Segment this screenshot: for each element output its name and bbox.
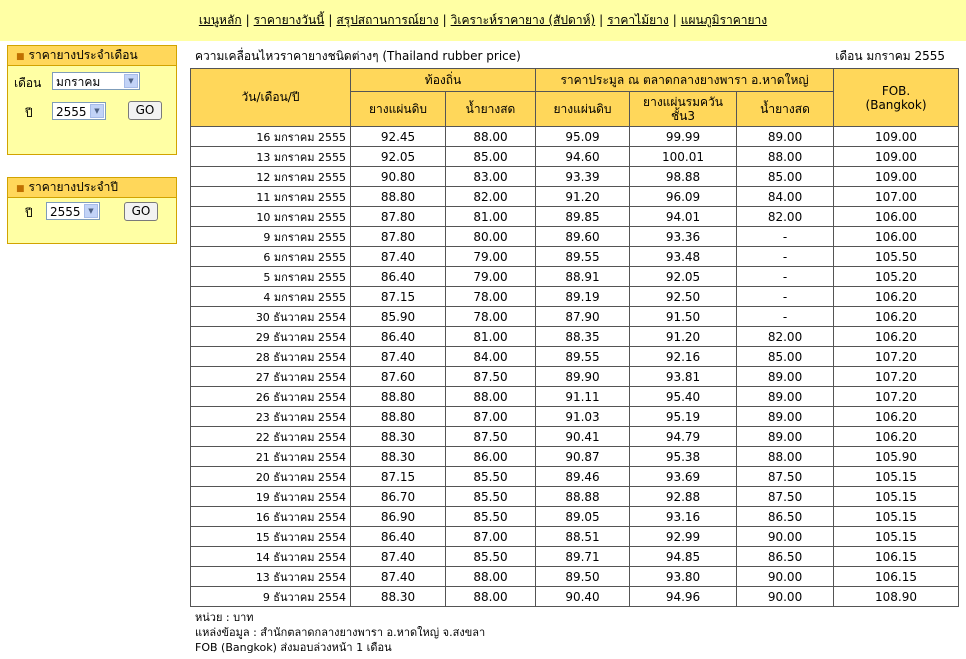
cell-date: 19 ธันวาคม 2554 [191,487,351,507]
cell-local-latex: 79.00 [446,247,536,267]
cell-local-unsmoked-sheet: 87.80 [351,207,446,227]
cell-local-latex: 78.00 [446,307,536,327]
table-row [191,387,959,407]
cell-fob: 107.20 [834,367,959,387]
cell-local-unsmoked-sheet: 88.30 [351,427,446,447]
cell-market-rss3: 92.05 [630,267,737,287]
cell-fob: 105.15 [834,527,959,547]
cell-market-rss3: 95.38 [630,447,737,467]
cell-market-latex: 87.50 [737,467,834,487]
cell-market-latex: 90.00 [737,587,834,607]
cell-local-latex: 87.00 [446,407,536,427]
yearly-go-button[interactable]: GO [124,202,158,221]
cell-date: 10 มกราคม 2555 [191,207,351,227]
cell-date: 9 มกราคม 2555 [191,227,351,247]
table-row [191,587,959,607]
cell-date: 5 มกราคม 2555 [191,267,351,287]
table-row [191,527,959,547]
cell-market-unsmoked-sheet: 88.88 [536,487,630,507]
chevron-down-icon: ▼ [84,204,98,218]
cell-fob: 109.00 [834,147,959,167]
yearly-box-title: ราคายางประจำปี [28,180,118,194]
note-unit: หน่วย : บาท [195,611,254,624]
cell-market-rss3: 92.99 [630,527,737,547]
table-body [191,127,959,607]
cell-market-latex: 88.00 [737,147,834,167]
cell-market-unsmoked-sheet: 89.71 [536,547,630,567]
cell-local-latex: 83.00 [446,167,536,187]
cell-local-unsmoked-sheet: 88.30 [351,447,446,467]
cell-market-latex: - [737,267,834,287]
cell-market-rss3: 92.50 [630,287,737,307]
bullet-icon: ■ [16,52,25,62]
table-row [191,487,959,507]
chevron-down-icon: ▼ [90,104,104,118]
monthly-go-button[interactable]: GO [128,101,162,120]
cell-market-unsmoked-sheet: 89.50 [536,567,630,587]
cell-market-unsmoked-sheet: 93.39 [536,167,630,187]
caption-month: เดือน มกราคม 2555 [835,49,945,63]
cell-fob: 109.00 [834,127,959,147]
cell-local-latex: 84.00 [446,347,536,367]
cell-market-unsmoked-sheet: 90.87 [536,447,630,467]
cell-market-rss3: 91.50 [630,307,737,327]
cell-fob: 106.00 [834,207,959,227]
cell-market-unsmoked-sheet: 87.90 [536,307,630,327]
cell-local-unsmoked-sheet: 86.40 [351,527,446,547]
cell-market-unsmoked-sheet: 95.09 [536,127,630,147]
cell-date: 23 ธันวาคม 2554 [191,407,351,427]
cell-market-rss3: 95.19 [630,407,737,427]
cell-fob: 105.15 [834,487,959,507]
cell-market-unsmoked-sheet: 89.90 [536,367,630,387]
table-row [191,347,959,367]
cell-market-latex: 87.50 [737,487,834,507]
table-row [191,547,959,567]
yearly-year-select[interactable] [46,202,100,220]
cell-local-unsmoked-sheet: 85.90 [351,307,446,327]
cell-fob: 106.20 [834,327,959,347]
cell-local-latex: 88.00 [446,587,536,607]
cell-local-unsmoked-sheet: 87.80 [351,227,446,247]
cell-market-unsmoked-sheet: 89.05 [536,507,630,527]
cell-market-latex: 85.00 [737,347,834,367]
cell-fob: 105.15 [834,467,959,487]
cell-market-unsmoked-sheet: 88.51 [536,527,630,547]
cell-fob: 109.00 [834,167,959,187]
monthly-box-title: ราคายางประจำเดือน [28,48,138,62]
nav-link-situation-summary[interactable]: สรุปสถานการณ์ยาง [336,13,439,27]
cell-market-rss3: 91.20 [630,327,737,347]
cell-local-unsmoked-sheet: 86.40 [351,327,446,347]
table-header-row [191,69,959,92]
cell-fob: 106.20 [834,307,959,327]
cell-market-latex: 89.00 [737,367,834,387]
cell-local-latex: 81.00 [446,207,536,227]
cell-date: 9 ธันวาคม 2554 [191,587,351,607]
cell-date: 6 มกราคม 2555 [191,247,351,267]
cell-date: 11 มกราคม 2555 [191,187,351,207]
cell-market-rss3: 94.96 [630,587,737,607]
cell-date: 20 ธันวาคม 2554 [191,467,351,487]
cell-fob: 106.20 [834,427,959,447]
cell-market-latex: 90.00 [737,527,834,547]
cell-fob: 107.20 [834,387,959,407]
cell-fob: 106.00 [834,227,959,247]
table-row [191,187,959,207]
cell-market-rss3: 94.01 [630,207,737,227]
cell-market-unsmoked-sheet: 89.55 [536,247,630,267]
cell-local-unsmoked-sheet: 88.30 [351,587,446,607]
cell-fob: 107.00 [834,187,959,207]
nav-separator: | [328,13,333,27]
cell-market-rss3: 92.88 [630,487,737,507]
cell-market-rss3: 93.16 [630,507,737,527]
yearly-year-select-value: 2555 [50,205,81,219]
cell-fob: 106.20 [834,287,959,307]
cell-market-latex: - [737,287,834,307]
rubber-price-table [190,68,959,607]
table-row [191,147,959,167]
nav-link-today-price[interactable]: ราคายางวันนี้ [253,13,325,27]
yearly-year-row [8,202,176,228]
cell-fob: 105.15 [834,507,959,527]
table-row [191,127,959,147]
table-row [191,287,959,307]
cell-market-latex: 88.00 [737,447,834,467]
cell-date: 26 ธันวาคม 2554 [191,387,351,407]
cell-local-latex: 88.00 [446,567,536,587]
cell-market-rss3: 93.69 [630,467,737,487]
bullet-icon: ■ [16,184,25,194]
cell-market-unsmoked-sheet: 94.60 [536,147,630,167]
table-row [191,407,959,427]
chevron-down-icon: ▼ [124,74,138,88]
table-caption [195,47,945,65]
cell-date: 16 มกราคม 2555 [191,127,351,147]
table-row [191,367,959,387]
cell-fob: 108.90 [834,587,959,607]
cell-date: 30 ธันวาคม 2554 [191,307,351,327]
cell-market-latex: 82.00 [737,327,834,347]
group-header-market: ราคาประมูล ณ ตลาดกลางยางพารา อ.หาดใหญ่ [536,69,834,92]
note-fob: FOB (Bangkok) ส่งมอบล่วงหน้า 1 เดือน [195,641,392,654]
cell-market-unsmoked-sheet: 91.11 [536,387,630,407]
cell-market-rss3: 92.16 [630,347,737,367]
table-row [191,327,959,347]
cell-fob: 107.20 [834,347,959,367]
cell-fob: 106.15 [834,567,959,587]
cell-market-latex: 89.00 [737,127,834,147]
cell-local-latex: 87.50 [446,427,536,447]
monthly-year-label: ปี [25,106,33,120]
cell-market-rss3: 94.85 [630,547,737,567]
col-header-local-unsmoked-sheet: ยางแผ่นดิบ [351,92,446,127]
nav-link-price-chart[interactable]: แผนภูมิราคายาง [680,13,768,27]
cell-market-unsmoked-sheet: 91.03 [536,407,630,427]
cell-local-latex: 80.00 [446,227,536,247]
table-row [191,267,959,287]
cell-date: 12 มกราคม 2555 [191,167,351,187]
cell-market-latex: - [737,227,834,247]
monthly-box-header [8,46,176,66]
yearly-box-header [8,178,176,198]
cell-market-latex: 90.00 [737,567,834,587]
cell-market-latex: - [737,247,834,267]
cell-local-unsmoked-sheet: 87.40 [351,247,446,267]
table-notes [195,610,485,655]
cell-market-rss3: 93.80 [630,567,737,587]
cell-local-latex: 81.00 [446,327,536,347]
cell-market-rss3: 94.79 [630,427,737,447]
table-row [191,447,959,467]
cell-market-unsmoked-sheet: 89.85 [536,207,630,227]
cell-local-unsmoked-sheet: 87.15 [351,287,446,307]
cell-market-unsmoked-sheet: 89.19 [536,287,630,307]
cell-local-unsmoked-sheet: 87.40 [351,547,446,567]
cell-date: 15 ธันวาคม 2554 [191,527,351,547]
cell-market-unsmoked-sheet: 90.41 [536,427,630,447]
cell-local-latex: 88.00 [446,387,536,407]
cell-local-unsmoked-sheet: 90.80 [351,167,446,187]
cell-local-unsmoked-sheet: 87.40 [351,347,446,367]
cell-market-latex: 86.50 [737,507,834,527]
monthly-price-box [7,45,177,155]
cell-fob: 105.50 [834,247,959,267]
cell-local-unsmoked-sheet: 88.80 [351,187,446,207]
cell-market-unsmoked-sheet: 89.55 [536,347,630,367]
nav-separator: | [672,13,677,27]
cell-local-latex: 79.00 [446,267,536,287]
cell-local-unsmoked-sheet: 92.45 [351,127,446,147]
cell-market-latex: - [737,307,834,327]
cell-fob: 105.20 [834,267,959,287]
table-row [191,167,959,187]
cell-local-unsmoked-sheet: 87.60 [351,367,446,387]
nav-separator: | [442,13,447,27]
table-row [191,247,959,267]
yearly-year-label: ปี [25,206,33,220]
cell-market-latex: 85.00 [737,167,834,187]
table-row [191,467,959,487]
cell-market-unsmoked-sheet: 89.46 [536,467,630,487]
col-header-fob: FOB. (Bangkok) [834,69,959,127]
cell-date: 21 ธันวาคม 2554 [191,447,351,467]
cell-market-rss3: 95.40 [630,387,737,407]
cell-local-latex: 85.50 [446,467,536,487]
cell-date: 13 มกราคม 2555 [191,147,351,167]
cell-market-rss3: 98.88 [630,167,737,187]
cell-fob: 106.20 [834,407,959,427]
table-row [191,427,959,447]
cell-market-rss3: 93.81 [630,367,737,387]
cell-local-unsmoked-sheet: 88.80 [351,387,446,407]
nav-link-rubberwood-price[interactable]: ราคาไม้ยาง [607,13,669,27]
cell-market-unsmoked-sheet: 88.91 [536,267,630,287]
table-row [191,567,959,587]
cell-market-unsmoked-sheet: 88.35 [536,327,630,347]
table-row [191,207,959,227]
col-header-market-latex: น้ำยางสด [737,92,834,127]
cell-fob: 105.90 [834,447,959,467]
cell-local-latex: 87.00 [446,527,536,547]
month-label: เดือน [14,76,42,90]
monthly-year-row [8,100,176,126]
cell-date: 29 ธันวาคม 2554 [191,327,351,347]
cell-local-unsmoked-sheet: 87.15 [351,467,446,487]
monthly-year-select-value: 2555 [56,105,87,119]
month-select-value: มกราคม [56,75,101,89]
cell-date: 16 ธันวาคม 2554 [191,507,351,527]
cell-date: 28 ธันวาคม 2554 [191,347,351,367]
cell-local-unsmoked-sheet: 87.40 [351,567,446,587]
caption-title: ความเคลื่อนไหวราคายางชนิดต่างๆ (Thailand rubber price) [195,49,521,63]
cell-local-latex: 82.00 [446,187,536,207]
cell-date: 13 ธันวาคม 2554 [191,567,351,587]
cell-market-rss3: 93.48 [630,247,737,267]
cell-market-unsmoked-sheet: 91.20 [536,187,630,207]
col-header-market-unsmoked-sheet: ยางแผ่นดิบ [536,92,630,127]
cell-market-latex: 84.00 [737,187,834,207]
col-header-local-latex: น้ำยางสด [446,92,536,127]
cell-local-latex: 85.00 [446,147,536,167]
cell-market-rss3: 100.01 [630,147,737,167]
cell-market-rss3: 96.09 [630,187,737,207]
cell-local-unsmoked-sheet: 86.70 [351,487,446,507]
cell-date: 4 มกราคม 2555 [191,287,351,307]
cell-local-unsmoked-sheet: 88.80 [351,407,446,427]
nav-separator: | [245,13,250,27]
cell-local-latex: 85.50 [446,547,536,567]
cell-date: 14 ธันวาคม 2554 [191,547,351,567]
cell-market-latex: 89.00 [737,407,834,427]
cell-local-latex: 85.50 [446,507,536,527]
group-header-local: ท้องถิ่น [351,69,536,92]
cell-local-unsmoked-sheet: 92.05 [351,147,446,167]
month-select[interactable] [52,72,140,90]
cell-fob: 106.15 [834,547,959,567]
nav-link-main-menu[interactable]: เมนูหลัก [198,13,242,27]
cell-market-rss3: 99.99 [630,127,737,147]
cell-local-latex: 88.00 [446,127,536,147]
cell-market-latex: 86.50 [737,547,834,567]
nav-link-weekly-analysis[interactable]: วิเคราะห์ราคายาง (สัปดาห์) [450,13,596,27]
cell-local-latex: 87.50 [446,367,536,387]
cell-local-latex: 78.00 [446,287,536,307]
cell-local-latex: 85.50 [446,487,536,507]
yearly-price-box [7,177,177,244]
top-nav [0,0,966,41]
cell-local-unsmoked-sheet: 86.90 [351,507,446,527]
monthly-year-select[interactable] [52,102,106,120]
nav-separator: | [599,13,604,27]
cell-market-latex: 82.00 [737,207,834,227]
table-row [191,507,959,527]
col-header-date: วัน/เดือน/ปี [191,69,351,127]
cell-market-latex: 89.00 [737,387,834,407]
cell-local-unsmoked-sheet: 86.40 [351,267,446,287]
note-source: แหล่งข้อมูล : สำนักตลาดกลางยางพารา อ.หาดใหญ่ จ.สงขลา [195,626,486,639]
cell-market-unsmoked-sheet: 90.40 [536,587,630,607]
cell-date: 22 ธันวาคม 2554 [191,427,351,447]
cell-local-latex: 86.00 [446,447,536,467]
cell-market-unsmoked-sheet: 89.60 [536,227,630,247]
month-row [8,72,176,98]
cell-market-latex: 89.00 [737,427,834,447]
table-row [191,227,959,247]
cell-date: 27 ธันวาคม 2554 [191,367,351,387]
cell-market-rss3: 93.36 [630,227,737,247]
table-row [191,307,959,327]
col-header-market-rss3: ยางแผ่นรมควัน ชั้น3 [630,92,737,127]
